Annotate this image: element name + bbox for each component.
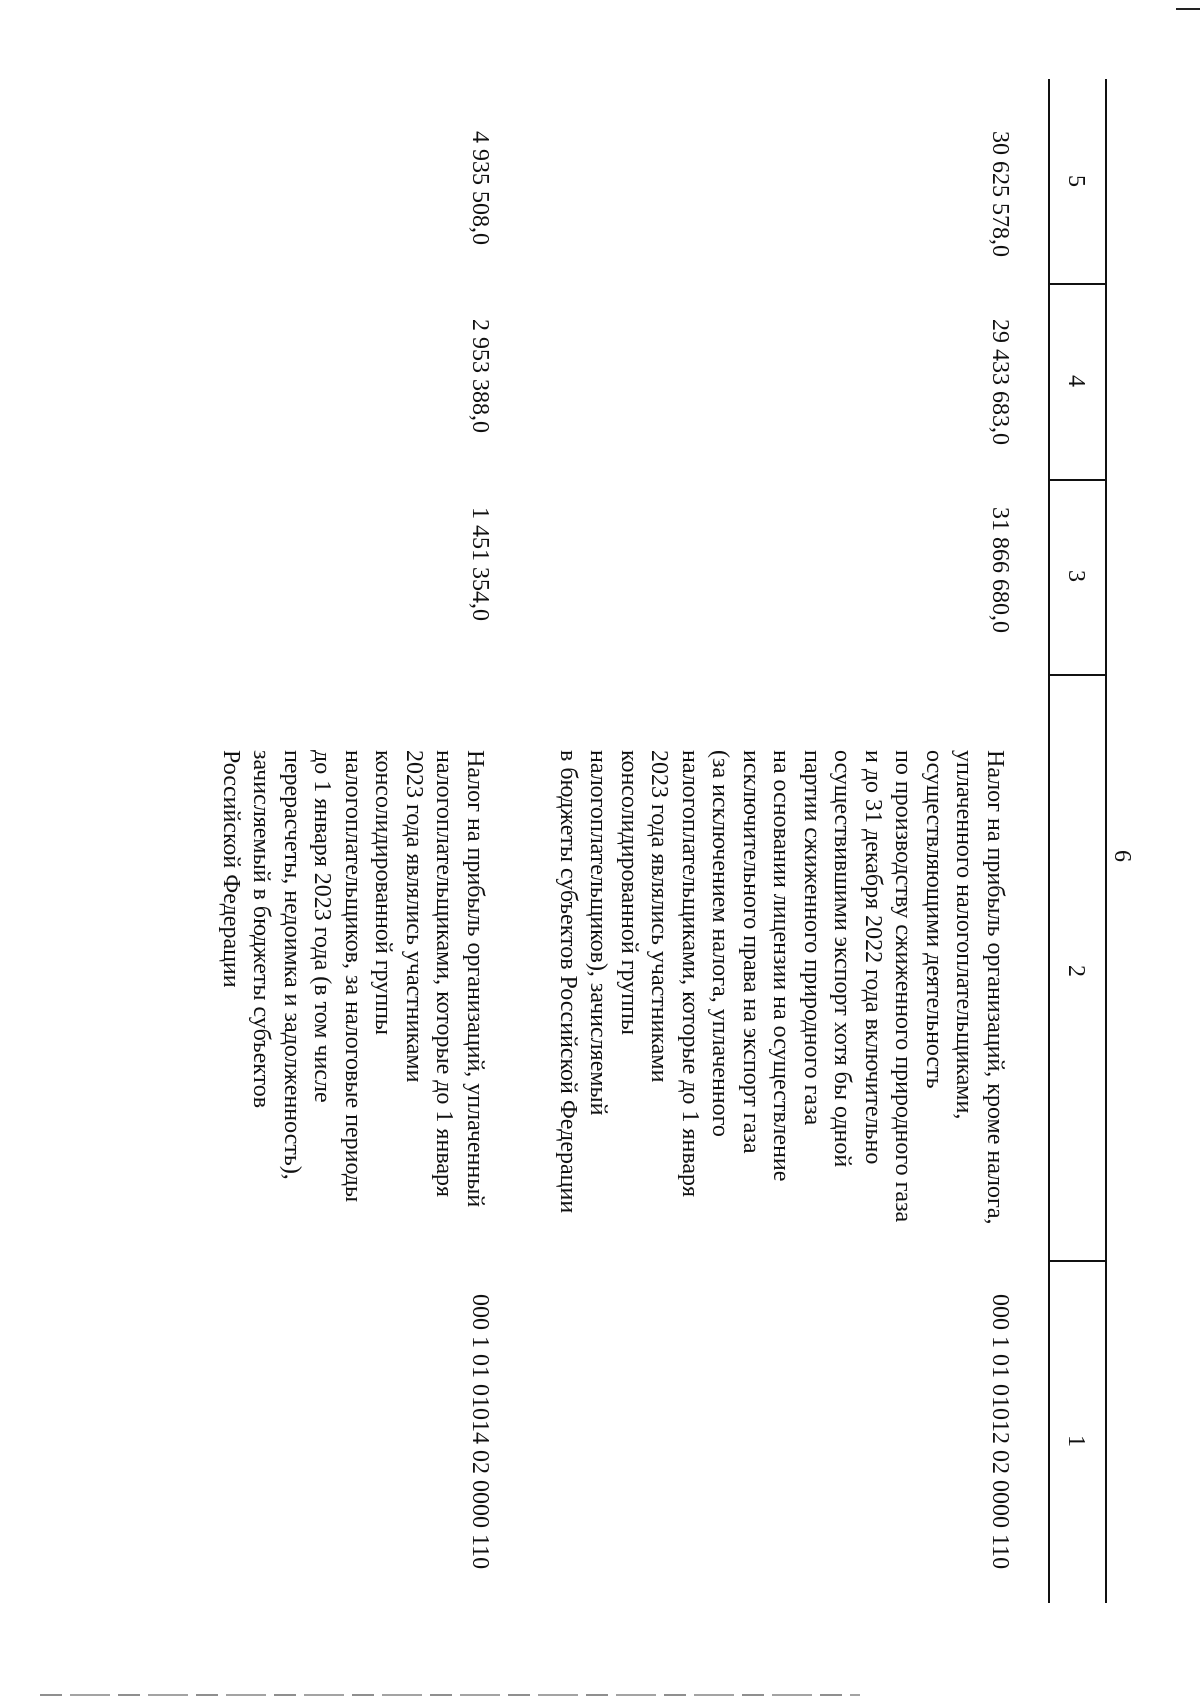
budget-code: 000 1 01 01012 02 0000 110	[987, 1294, 1013, 1570]
header-divider	[1048, 479, 1107, 481]
column-header-4: 4	[1063, 375, 1089, 387]
header-divider	[1048, 283, 1107, 285]
income-name-line: на основании лицензии на осуществление	[768, 750, 795, 1182]
header-bottom-line	[1105, 79, 1107, 1603]
income-name-line: налогоплательщиками, которые до 1 января	[431, 750, 458, 1198]
income-name-line: осуществившими экспорт хотя бы одной	[829, 750, 856, 1168]
income-name-line: по производству сжиженного природного газа	[890, 750, 917, 1223]
income-name-line: в бюджеты субъектов Российской Федерации	[555, 750, 581, 1214]
income-name-line: партии сжиженного природного газа	[799, 750, 825, 1126]
value-col3: 1 451 354,0	[467, 507, 493, 621]
income-name-line: консолидированной группы	[616, 750, 642, 1036]
column-header-5: 5	[1063, 175, 1089, 187]
value-col4: 29 433 683,0	[987, 319, 1013, 445]
income-name-line: до 1 января 2023 года (в том числе	[309, 750, 336, 1103]
income-name-line: 2023 года являлись участниками	[401, 750, 427, 1083]
budget-code: 000 1 01 01014 02 0000 110	[467, 1294, 493, 1570]
header-divider	[1048, 1260, 1107, 1262]
income-name-line: исключительного права на экспорт газа	[738, 750, 764, 1154]
income-name-line: зачисляемый в бюджеты субъектов	[248, 750, 275, 1109]
column-header-3: 3	[1063, 570, 1089, 582]
income-name-line: налогоплательщиками, которые до 1 января	[677, 750, 703, 1198]
header-divider	[1048, 674, 1107, 676]
income-name-line: перерасчеты, недоимка и задолженность),	[279, 750, 305, 1180]
income-name-line: Российской Федерации	[218, 750, 244, 988]
income-name-line: Налог на прибыль организаций, уплаченный	[462, 750, 488, 1208]
income-name	[530, 750, 1010, 1250]
income-name-line: Налог на прибыль организаций, кроме налога,	[982, 750, 1008, 1225]
page-number: 6	[1109, 850, 1135, 862]
column-header-2: 2	[1063, 965, 1089, 977]
income-name-line: 2023 года являлись участниками	[646, 750, 673, 1083]
header-top-line	[1048, 79, 1050, 1603]
income-name-line: уплаченного налогоплательщиками,	[951, 750, 978, 1120]
income-name-line: консолидированной группы	[370, 750, 397, 1036]
value-col4: 2 953 388,0	[467, 319, 493, 433]
income-name-line: налогоплательщиков, за налоговые периоды	[340, 750, 366, 1203]
value-col3: 31 866 680,0	[987, 507, 1013, 633]
income-name	[190, 750, 490, 1250]
income-name-line: (за исключением налога, уплаченного	[707, 750, 734, 1137]
value-col5: 30 625 578,0	[987, 131, 1013, 257]
income-name-line: осуществляющими деятельность	[921, 750, 947, 1089]
value-col5: 4 935 508,0	[467, 131, 493, 245]
income-name-line: и до 31 декабря 2022 года включительно	[860, 750, 886, 1165]
column-header-1: 1	[1063, 1435, 1089, 1447]
income-name-line: налогоплательщиков), зачисляемый	[585, 750, 612, 1116]
